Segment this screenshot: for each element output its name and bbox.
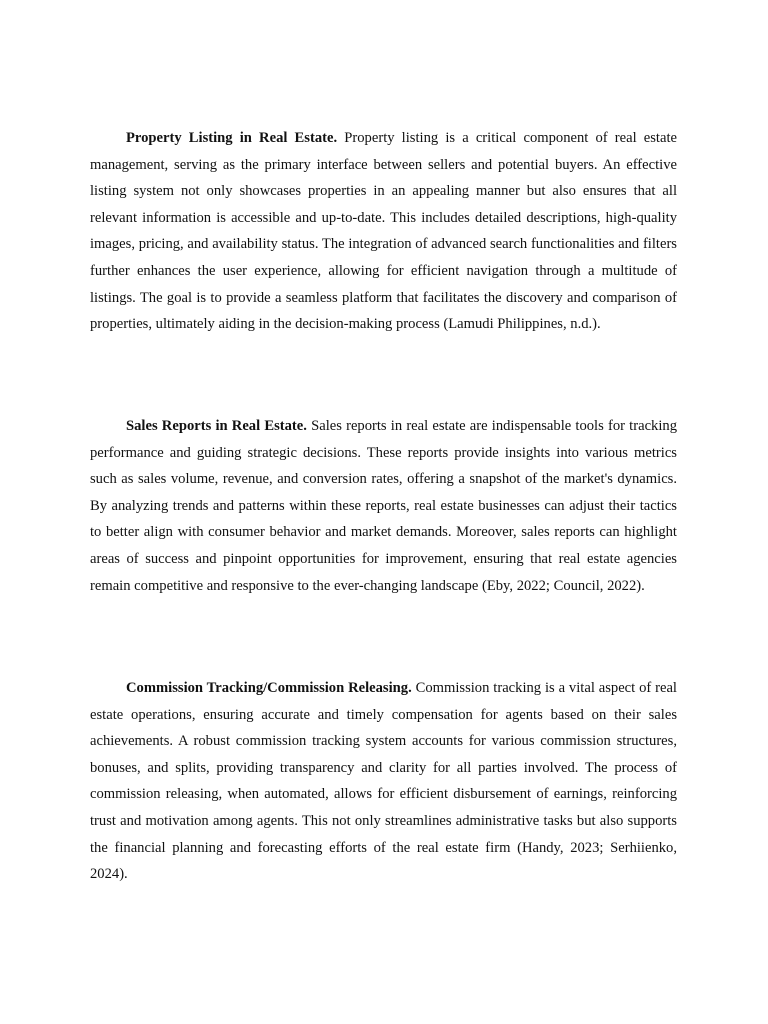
section-heading: Sales Reports in Real Estate. xyxy=(126,418,307,434)
section-body: Sales reports in real estate are indispensable tools for tracking performance and guiding strategic decisions. These reports provide insights into various metrics such as sales volume, revenue, and conversion rates, offering a snapshot of the market's dynamics. By analyzing trends and patterns within these reports, real estate businesses can adjust their tactics to better align with consumer behavior and market demands. Moreover, sales reports can highlight areas of success and pinpoint opportunities for improvement, ensuring that real estate agencies remain competitive and responsive to the ever-changing landscape (Eby, 2022; Council, 2022). xyxy=(90,418,677,594)
section-body: Property listing is a critical component of real estate management, serving as the primary interface between sellers and potential buyers. An effective listing system not only showcases properties in an appealing manner but also ensures that all relevant information is accessible and up-to-date. This includes detailed descriptions, high-quality images, pricing, and availability status. The integration of advanced search functionalities and filters further enhances the user experience, allowing for efficient navigation through a multitude of listings. The goal is to provide a seamless platform that facilitates the discovery and comparison of properties, ultimately aiding in the decision-making process (Lamudi Philippines, n.d.). xyxy=(90,130,677,333)
section-sales-reports xyxy=(90,413,677,599)
section-body: Commission tracking is a vital aspect of real estate operations, ensuring accurate and timely compensation for agents based on their sales achievements. A robust commission tracking system accounts for various commission structures, bonuses, and splits, providing transparency and clarity for all parties involved. The process of commission releasing, when automated, allows for efficient disbursement of earnings, reinforcing trust and motivation among agents. This not only streamlines administrative tasks but also supports the financial planning and forecasting efforts of the real estate firm (Handy, 2023; Serhiienko, 2024). xyxy=(90,680,677,883)
section-property-listing xyxy=(90,125,677,338)
section-heading: Commission Tracking/Commission Releasing. xyxy=(126,680,412,696)
section-heading: Property Listing in Real Estate. xyxy=(126,130,338,146)
section-commission-tracking xyxy=(90,675,677,888)
